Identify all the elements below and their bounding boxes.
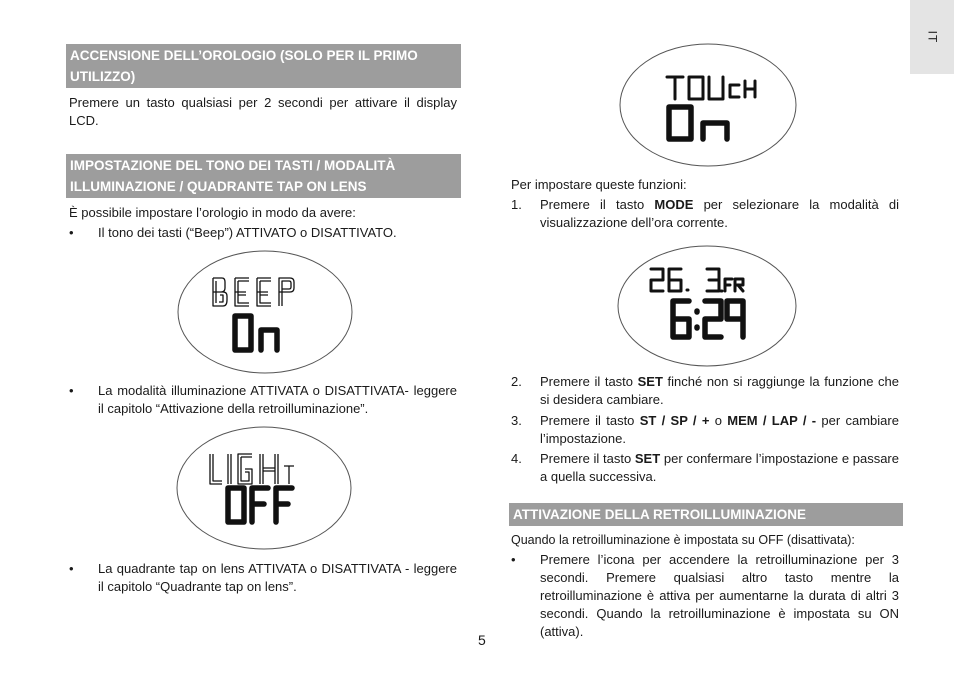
lcd-text-off — [228, 488, 292, 522]
key-tone-intro: È possibile impostare l’orologio in modo da avere: — [69, 205, 356, 220]
lcd-text-beep — [213, 278, 294, 306]
step-1 — [511, 196, 899, 232]
bullet-mark: • — [511, 552, 516, 567]
step-3 — [511, 412, 899, 448]
lcd-text-light — [210, 454, 294, 484]
power-on-paragraph: Premere un tasto qualsiasi per 2 secondi per attivare il display LCD. — [69, 95, 457, 128]
page-number: 5 — [478, 632, 486, 648]
step-1-number: 1. — [511, 197, 522, 212]
backlight-intro: Quando la retroilluminazione è impostata su OFF (disattivata): — [511, 533, 855, 547]
step-4-text: Premere il tasto SET per confermare l’impostazione e passare a quella successiva. — [540, 451, 899, 484]
language-tab-label: IT — [924, 30, 939, 44]
list-item-backlight-text: Premere l’icona per accendere la retroilluminazione per 3 secondi. Premere qualsiasi altro tasto mentre la retroilluminazione è attiva per aumentarne la durata di altri 3 secondi. Quando la retroilluminazione è impostata su ON (attiva). — [540, 552, 899, 639]
list-item-tap-on-lens-text: La quadrante tap on lens ATTIVATA o DISATTIVATA - leggere il capitolo “Quadrante tap on lens”. — [98, 561, 457, 594]
lcd-text-date — [651, 269, 743, 291]
lcd-text-clock — [673, 301, 743, 337]
key-set: SET — [637, 374, 663, 389]
step-3-text: Premere il tasto ST / SP / + o MEM / LAP / - per cambiare l’impostazione. — [540, 413, 899, 446]
settings-intro: Per impostare queste funzioni: — [511, 177, 687, 192]
bullet-mark: • — [69, 561, 74, 576]
section-heading-power-on: ACCENSIONE DELL’OROLOGIO (SOLO PER IL PRIMO UTILIZZO) — [66, 44, 461, 88]
list-item-light-text: La modalità illuminazione ATTIVATA o DISATTIVATA- leggere il capitolo “Attivazione della retroilluminazione”. — [98, 383, 457, 416]
step-2-text: Premere il tasto SET finché non si raggiunge la funzione che si desidera cambiare. — [540, 374, 899, 407]
lcd-text-on — [235, 316, 277, 350]
key-mem-lap-minus: MEM / LAP / - — [727, 413, 817, 428]
step-4-number: 4. — [511, 451, 522, 466]
list-item-tap-on-lens — [69, 560, 457, 596]
section-heading-key-tone: IMPOSTAZIONE DEL TONO DEI TASTI / MODALITÀ ILLUMINAZIONE / QUADRANTE TAP ON LENS — [66, 154, 461, 198]
list-item-beep-text: Il tono dei tasti (“Beep”) ATTIVATO o DISATTIVATO. — [98, 225, 397, 240]
step-1-text: Premere il tasto MODE per selezionare la modalità di visualizzazione dell’ora corrente. — [540, 197, 899, 230]
key-st-sp-plus: ST / SP / + — [639, 413, 710, 428]
lcd-text-touch — [667, 77, 755, 99]
list-item-backlight — [511, 551, 899, 641]
key-mode: MODE — [654, 197, 694, 212]
lcd-display-light — [176, 426, 352, 550]
step-4 — [511, 450, 899, 486]
key-set: SET — [634, 451, 661, 466]
lcd-display-touch — [619, 43, 797, 167]
list-item-light — [69, 382, 457, 418]
language-tab — [910, 0, 954, 74]
step-2 — [511, 373, 899, 409]
bullet-mark: • — [69, 225, 74, 240]
lcd-display-time — [617, 245, 797, 367]
step-2-number: 2. — [511, 374, 522, 389]
lcd-display-beep — [177, 250, 353, 374]
list-item-beep — [69, 224, 457, 242]
lcd-text-touch-on — [669, 107, 727, 139]
step-3-number: 3. — [511, 413, 522, 428]
section-heading-backlight: ATTIVAZIONE DELLA RETROILLUMINAZIONE — [509, 503, 903, 526]
bullet-mark: • — [69, 383, 74, 398]
